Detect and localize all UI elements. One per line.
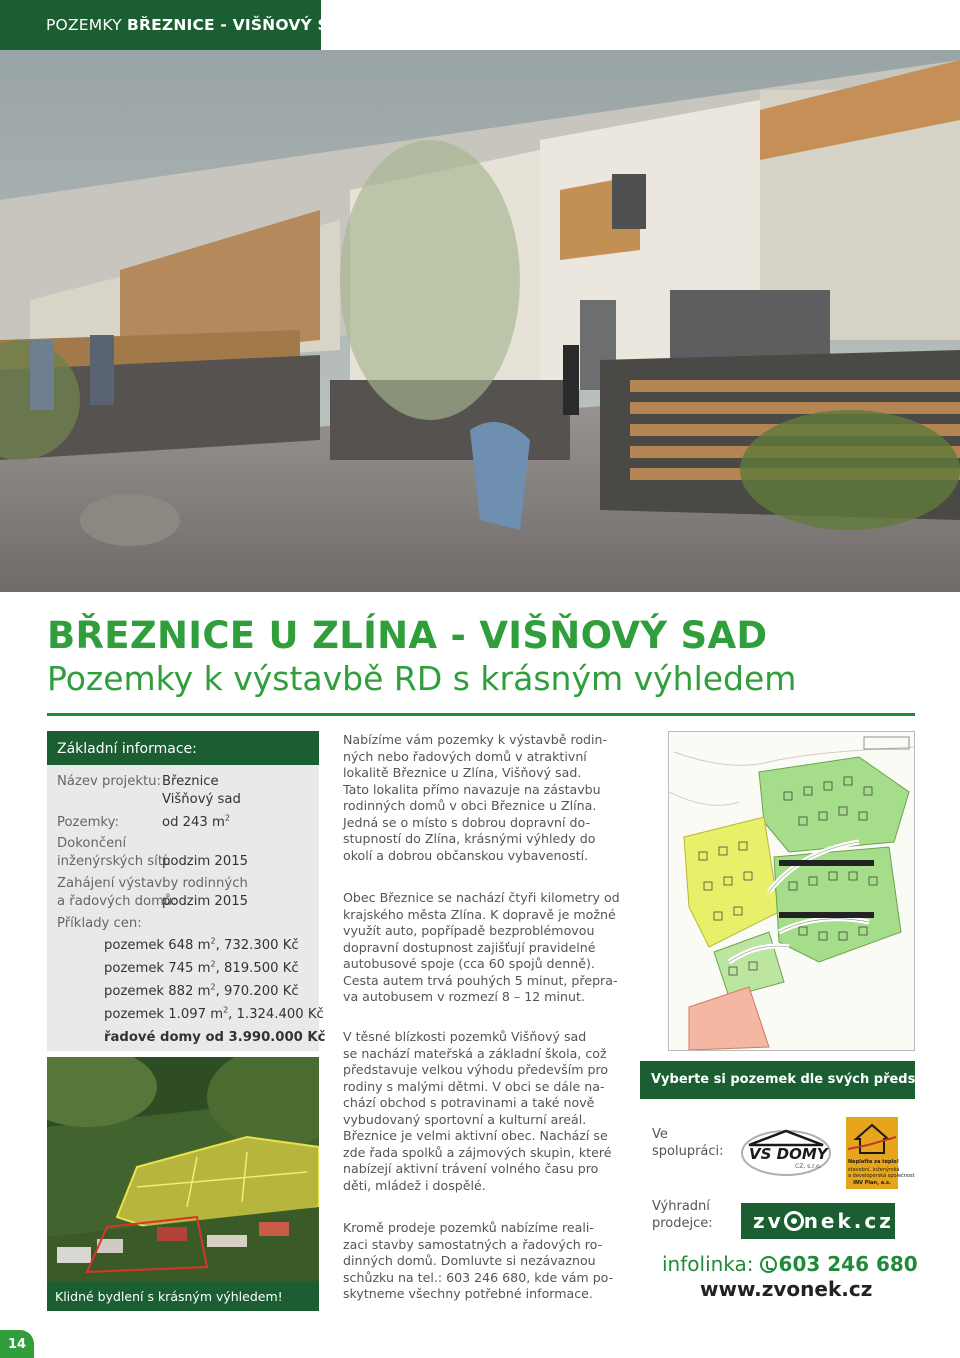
cooperation-label-1: Ve [652, 1127, 668, 1142]
info-body [47, 765, 326, 1051]
text-line: nabízejí aktivní trávení volného času pro [343, 1161, 599, 1176]
zvonek-logo-b: nek.cz [803, 1209, 894, 1233]
text-line: ných nebo řadových domů v atraktivní [343, 748, 587, 764]
zvonek-logo[interactable] [741, 1203, 895, 1239]
price-row [104, 1007, 324, 1022]
house-icon [846, 1119, 898, 1159]
text-line: dopravní dostupnost zajišťují pravidelné [343, 939, 596, 955]
page-title: BŘEZNICE U ZLÍNA - VIŠŇOVÝ SAD [47, 614, 768, 657]
site-plan [668, 731, 915, 1051]
prices-label: Příklady cen: [57, 916, 142, 931]
text-line: se nachází mateřská a základní škola, což [343, 1045, 607, 1061]
text-line: děti, mládež i dospělé. [343, 1177, 486, 1193]
seller-label [652, 1198, 713, 1232]
website-link[interactable]: www.zvonek.cz [700, 1277, 873, 1301]
phone-number[interactable]: 603 246 680 [778, 1252, 918, 1276]
price-lot: pozemek 1.097 m [104, 1007, 224, 1022]
price-value: 819.500 Kč [223, 961, 299, 976]
price-row [104, 961, 299, 976]
price-lot: pozemek 648 m [104, 938, 211, 953]
lots-label: Pozemky: [57, 815, 119, 830]
title-divider [47, 713, 915, 716]
text-line: Březnice je velmi aktivní obec. Nachází se [343, 1128, 608, 1143]
text-line: zaci stavby samostatných a řadových ro- [343, 1236, 603, 1252]
text-line: stupností do Zlína, krásnými výhledy do [343, 831, 596, 846]
cooperation-label [652, 1126, 724, 1160]
infoline-label: infolinka: [662, 1252, 754, 1276]
text-line: skytneme všechny potřebné informace. [343, 1286, 593, 1301]
text-line: využít auto, popřípadě bezproblémovou [343, 923, 595, 938]
text-line: Kromě prodeje pozemků nabízíme reali- [343, 1220, 594, 1235]
text-line: Tato lokalita přímo navazuje na zástavbu [343, 781, 601, 797]
price-lot: pozemek 882 m [104, 984, 211, 999]
text-line: Nabízíme vám pozemky k výstavbě rodin- [343, 732, 608, 747]
paragraph-intro [343, 732, 623, 864]
vs-domy-name: VS DOMY [749, 1145, 828, 1163]
start-value: podzim 2015 [162, 894, 248, 909]
text-line: Cesta autem trvá pouhých 5 minut, přepra- [343, 972, 618, 988]
text-line: rodiny s malými dětmi. V obci se dále na- [343, 1078, 605, 1094]
text-line: schůzku na tel.: 603 246 680, kde vám po- [343, 1269, 614, 1285]
price-lot: pozemek 745 m [104, 961, 211, 976]
seller-label-1: Výhradní [652, 1199, 710, 1214]
page-subtitle: Pozemky k výstavbě RD s krásným výhledem [47, 659, 797, 698]
text-line: vybudovaný sportovní a kulturní areál. [343, 1111, 587, 1127]
vs-domy-sub: CZ, s.r.o. [795, 1163, 822, 1170]
inv-slogan: Neplaťte za teplo! [848, 1159, 899, 1165]
text-line: V těsné blízkosti pozemků Višňový sad [343, 1029, 587, 1044]
price-sep: , [215, 961, 224, 976]
text-line: zde řada spolků a zájmových skupin, které [343, 1144, 612, 1160]
paragraph-location [343, 890, 623, 1006]
seller-label-2: prodejce: [652, 1216, 713, 1231]
text-line: Obec Březnice se nachází čtyři kilometry od [343, 890, 620, 905]
aerial-photo [47, 1057, 319, 1311]
inv-name: INV Plan, a.s. [853, 1180, 891, 1186]
text-line: va autobusem v rozmezí 8 – 12 minut. [343, 989, 585, 1004]
text-line: představuje velkou výhodu především pro [343, 1062, 609, 1077]
project-value-1: Březnice [162, 774, 219, 789]
text-line: dinných domů. Domluvte si nezávaznou [343, 1253, 596, 1268]
project-value-2: Višňový sad [162, 792, 241, 807]
price-row [104, 984, 299, 999]
price-value: 970.200 Kč [223, 984, 299, 999]
infoline [662, 1252, 918, 1276]
text-line: rodinných domů v obci Březnice u Zlína. [343, 798, 597, 813]
sq-mark: 2 [223, 1005, 229, 1015]
project-label: Název projektu: [57, 774, 161, 789]
section-tab [0, 0, 355, 50]
bell-icon [784, 1211, 804, 1231]
text-line: autobusové spoje (cca 60 spojů denně). [343, 956, 595, 971]
completion-label-2: inženýrských sítí: [57, 854, 172, 869]
sq-mark: 2 [224, 813, 230, 823]
page-number: 14 [0, 1330, 34, 1358]
price-sep: , [215, 984, 224, 999]
sq-mark: 2 [210, 936, 216, 946]
info-box [47, 731, 326, 1051]
text-line: okolí a dobrou občanskou vybaveností. [343, 847, 589, 863]
price-value: 732.300 Kč [223, 938, 299, 953]
text-line: krajského města Zlína. K dopravě je možné [343, 906, 616, 922]
sq-mark: 2 [210, 982, 216, 992]
start-label-2: a řadových domů: [57, 894, 177, 909]
text-line: lokalitě Březnice u Zlína, Višňový sad. [343, 765, 582, 780]
hero-image [0, 50, 960, 592]
price-sep: , [215, 938, 224, 953]
inv-desc-1: stavební, inženýrská [848, 1167, 900, 1173]
section-tab-title: BŘEZNICE - VIŠŇOVÝ SAD [126, 16, 355, 34]
price-row [104, 938, 299, 953]
section-tab-prefix: POZEMKY [46, 16, 127, 34]
row-houses-price: řadové domy od 3.990.000 Kč [104, 1030, 326, 1045]
cooperation-label-2: spolupráci: [652, 1144, 724, 1159]
lots-value [162, 815, 230, 830]
inv-desc-2: a developerská společnost [848, 1173, 915, 1179]
sidebar-banner: Vyberte si pozemek dle svých představ [640, 1061, 915, 1099]
text-line: chází obchod s potravinami a také nově [343, 1095, 595, 1110]
completion-value: podzim 2015 [162, 854, 248, 869]
price-sep: , [228, 1007, 237, 1022]
phone-icon [760, 1256, 777, 1273]
aerial-caption: Klidné bydlení s krásným výhledem! [47, 1281, 319, 1311]
sidebar [640, 1061, 939, 1311]
sq-mark: 2 [210, 959, 216, 969]
completion-label-1: Dokončení [57, 836, 127, 851]
price-value: 1.324.400 Kč [236, 1007, 324, 1022]
lots-value-text: od 243 m [162, 815, 225, 830]
inv-plan-logo[interactable] [846, 1117, 915, 1189]
start-label-1: Zahájení výstavby rodinných [57, 876, 248, 891]
paragraph-amenities [343, 1029, 623, 1194]
info-heading: Základní informace: [47, 731, 319, 765]
zvonek-logo-a: zv [753, 1209, 784, 1233]
paragraph-contact [343, 1220, 623, 1303]
text-line: Jedná se o místo s dobrou dopravní do- [343, 814, 591, 830]
vs-domy-logo[interactable] [741, 1127, 831, 1179]
